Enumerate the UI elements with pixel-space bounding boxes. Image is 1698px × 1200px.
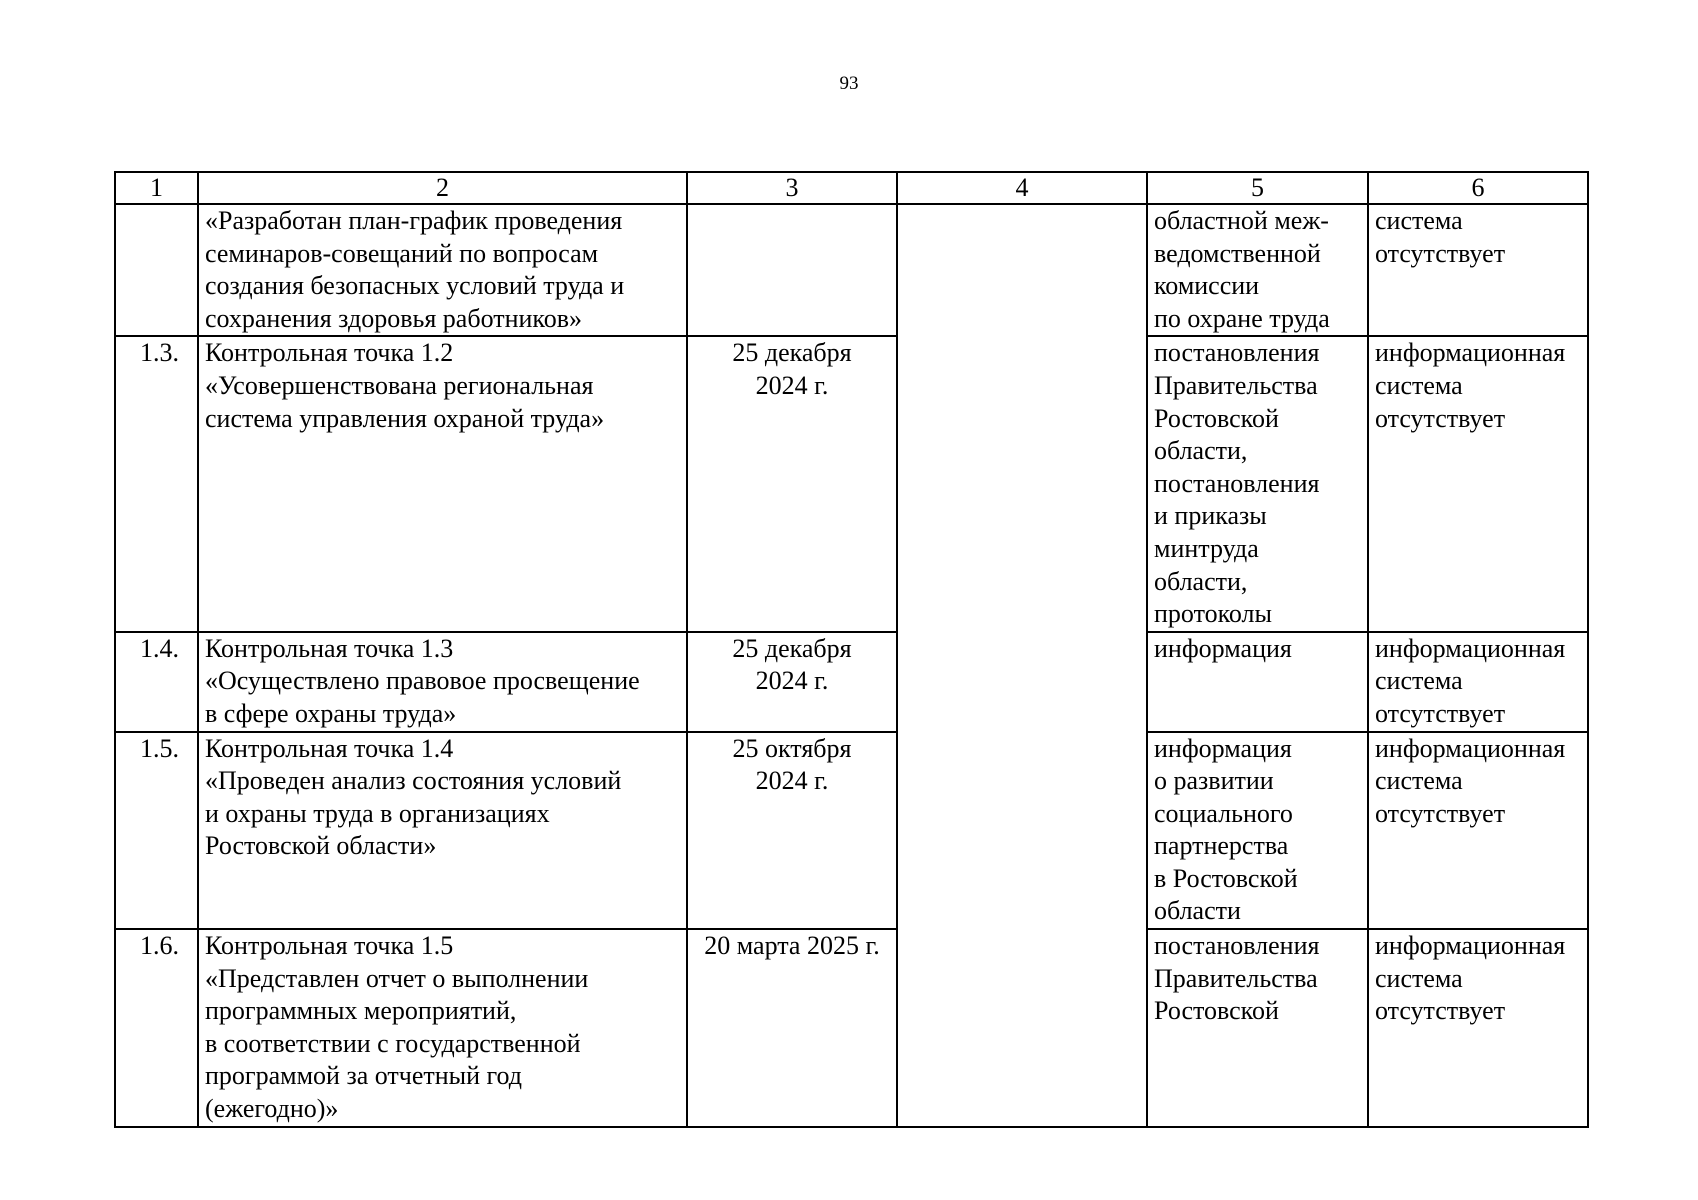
row-title: Контрольная точка 1.5 «Представлен отчет о выполнении программных мероприятий, в соответствии с государственной программой за отчетный год (ежегодно)»	[198, 929, 687, 1127]
table-row	[115, 336, 1588, 631]
page-number: 93	[839, 73, 859, 94]
header-cell: 1	[115, 172, 198, 204]
header-cell: 4	[897, 172, 1147, 204]
row-date: 20 марта 2025 г.	[687, 929, 897, 1127]
row-number	[115, 204, 198, 336]
row-system: информационная система отсутствует	[1368, 336, 1588, 631]
row-number: 1.3.	[115, 336, 198, 631]
row-date: 25 декабря 2024 г.	[687, 336, 897, 631]
row-date: 25 октября 2024 г.	[687, 732, 897, 930]
row-number: 1.6.	[115, 929, 198, 1127]
row-title: Контрольная точка 1.4 «Проведен анализ состояния условий и охраны труда в организациях Ростовской области»	[198, 732, 687, 930]
header-cell: 5	[1147, 172, 1368, 204]
row-system: информационная система отсутствует	[1368, 632, 1588, 732]
row-number: 1.5.	[115, 732, 198, 930]
table-row	[115, 632, 1588, 732]
row-document: постановления Правительства Ростовской области, постановления и приказы минтруда области, протоколы	[1147, 336, 1368, 631]
row-number: 1.4.	[115, 632, 198, 732]
table-header-row	[115, 172, 1588, 204]
row-system: информационная система отсутствует	[1368, 929, 1588, 1127]
table-row	[115, 929, 1588, 1127]
row-title: «Разработан план-график проведения семинаров-совещаний по вопросам создания безопасных условий труда и сохранения здоровья работников»	[198, 204, 687, 336]
row-document: информация о развитии социального партнерства в Ростовской области	[1147, 732, 1368, 930]
row-system: информационная система отсутствует	[1368, 732, 1588, 930]
header-cell: 2	[198, 172, 687, 204]
row-document: областной меж- ведомственной комиссии по охране труда	[1147, 204, 1368, 336]
header-cell: 6	[1368, 172, 1588, 204]
header-cell: 3	[687, 172, 897, 204]
table-row	[115, 204, 1588, 336]
row-system: система отсутствует	[1368, 204, 1588, 336]
row-document: информация	[1147, 632, 1368, 732]
row-title: Контрольная точка 1.2 «Усовершенствована региональная система управления охраной труда»	[198, 336, 687, 631]
row-document: постановления Правительства Ростовской	[1147, 929, 1368, 1127]
table-row	[115, 732, 1588, 930]
responsible-column-cell	[897, 204, 1147, 1127]
row-date: 25 декабря 2024 г.	[687, 632, 897, 732]
control-points-table	[114, 171, 1589, 1128]
row-title: Контрольная точка 1.3 «Осуществлено правовое просвещение в сфере охраны труда»	[198, 632, 687, 732]
row-date	[687, 204, 897, 336]
